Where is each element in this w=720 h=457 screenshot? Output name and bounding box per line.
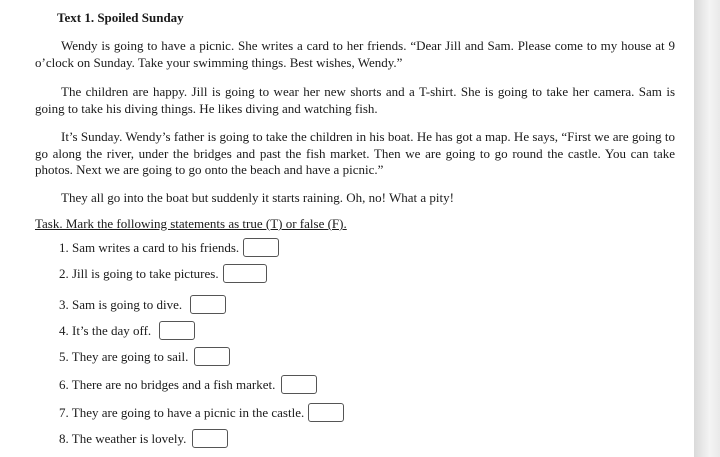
answer-box-3[interactable]: [190, 295, 226, 314]
statement-4-text: 4. It’s the day off.: [59, 322, 152, 338]
statement-3-text: 3. Sam is going to dive.: [59, 296, 183, 312]
statement-5: [59, 347, 230, 366]
text-title: Text 1. Spoiled Sunday: [57, 10, 184, 25]
statement-2-text: 2. Jill is going to take pictures.: [59, 265, 219, 281]
statement-6-text: 6. There are no bridges and a fish market.: [59, 376, 276, 392]
task-heading: Task. Mark the following statements as true (T) or false (F).: [35, 216, 347, 231]
answer-box-4[interactable]: [159, 321, 195, 340]
page-edge-shadow: [694, 0, 720, 457]
paragraph-1-text: Wendy is going to have a picnic. She writes a card to her friends. “Dear Jill and Sam. Please come to my house at 9 o’clock on Sunday. Take your swimming things. Best wishes, Wendy.”: [35, 38, 675, 70]
answer-box-6[interactable]: [281, 375, 317, 394]
paragraph-2-text: The children are happy. Jill is going to wear her new shorts and a T-shirt. She is going to take her camera. Sam is going to take his diving things. He likes diving and watching fish.: [35, 84, 675, 116]
statement-2: [59, 264, 267, 283]
statement-7-text: 7. They are going to have a picnic in the castle.: [59, 404, 305, 420]
statement-7: [59, 403, 344, 422]
statement-3: [59, 295, 226, 314]
statement-8: [59, 429, 228, 448]
paragraph-4-text: They all go into the boat but suddenly it starts raining. Oh, no! What a pity!: [61, 190, 454, 205]
paragraph-1: [35, 38, 675, 71]
answer-box-5[interactable]: [194, 347, 230, 366]
statement-1-text: 1. Sam writes a card to his friends.: [59, 239, 240, 255]
answer-box-8[interactable]: [192, 429, 228, 448]
answer-box-1[interactable]: [243, 238, 279, 257]
paragraph-3: [35, 129, 675, 179]
paragraph-2: [35, 84, 675, 117]
statement-6: [59, 375, 317, 394]
statement-8-text: 8. The weather is lovely.: [59, 430, 187, 446]
statement-5-text: 5. They are going to sail.: [59, 348, 189, 364]
paragraph-3-text: It’s Sunday. Wendy’s father is going to take the children in his boat. He has got a map. He says, “First we are going to go along the river, under the bridges and past the fish market. Then we are going to go round the castle. You can take photos. Next we are going to go onto the beach and have a picnic.”: [35, 129, 675, 177]
answer-box-2[interactable]: [223, 264, 267, 283]
statement-4: [59, 321, 195, 340]
answer-box-7[interactable]: [308, 403, 344, 422]
statement-1: [59, 238, 279, 257]
paragraph-4: [35, 190, 675, 207]
